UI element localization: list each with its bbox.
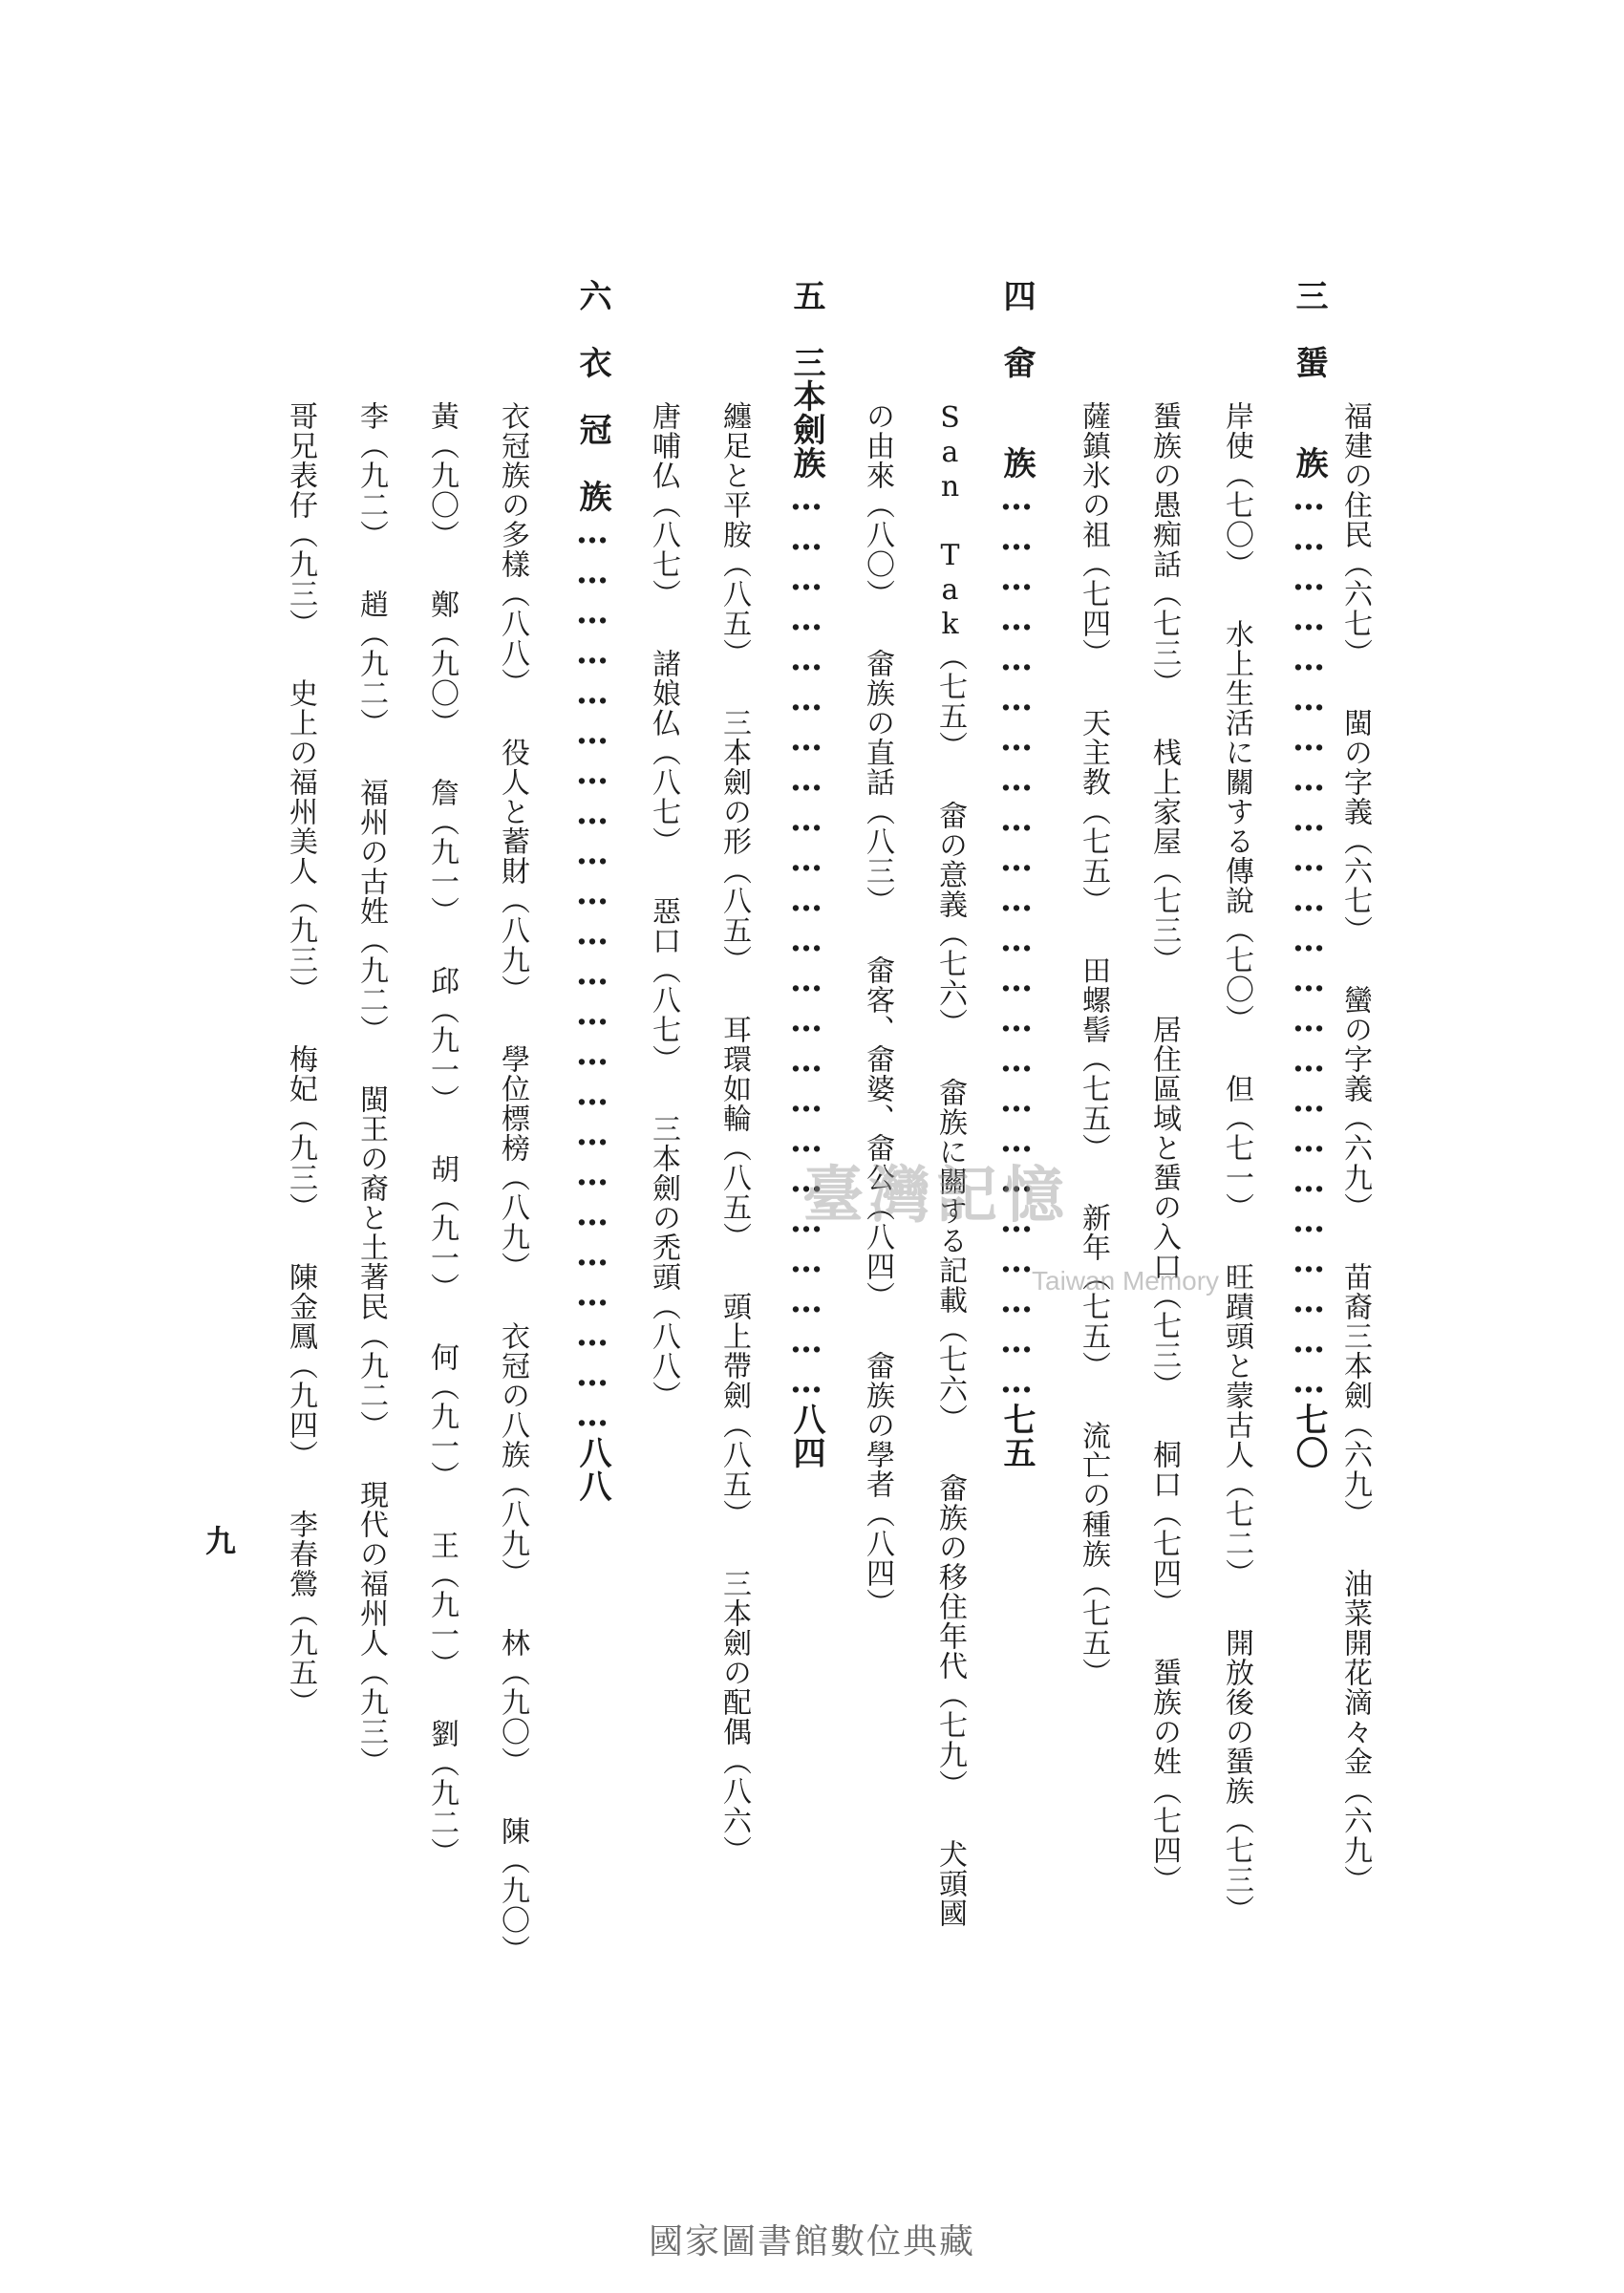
toc-line: 纏足と平胺（八五）三本劍の形（八五）耳環如輪（八五）頭上帶劍（八五）三本劍の配偶（八六） <box>717 401 751 1865</box>
toc-line: の由來（八〇）畲族の直話（八三）畲客、畲婆、畲公（八四）畲族の學者（八四） <box>861 401 894 1618</box>
toc-line: 哥兄表仔（九三）史上の福州美人（九三）梅妃（九三）陳金鳳（九四）李春鶯（九五） <box>284 401 317 1717</box>
toc-line: 岸使（七〇）水上生活に關する傳說（七〇）但（七一）旺蹟頭と蒙古人（七二）開放後の蜑族（七三） <box>1220 401 1253 1924</box>
toc-line: 李（九二）趙（九二）福州の古姓（九二）閩王の裔と土著民（九二）現代の福州人（九三） <box>354 401 388 1776</box>
page-number: 九 <box>205 1523 237 1559</box>
toc-line: 黃（九〇）鄭（九〇）詹（九一）邱（九一）胡（九一）何（九一）王（九一）劉（九二） <box>425 401 459 1867</box>
watermark-logo: 臺灣記憶 <box>802 1160 1070 1232</box>
toc-line: 唐哺仏（八七）諸娘仏（八七）惡口（八七）三本劍の禿頭（八八） <box>647 401 680 1410</box>
toc-line: 薩鎮氷の祖（七四）天主教（七五）田螺髻（七五）新年（七五）流亡の種族（七五） <box>1077 401 1110 1687</box>
toc-line: 蜑族の愚痴話（七三）桟上家屋（七三）居住區域と蜑の入口（七三）桐口（七四）蜑族の姓（七四） <box>1147 401 1181 1895</box>
toc-line: San Tak（七五）畲の意義（七六）畲族に關する記載（七六）畲族の移住年代（七九）犬頭國 <box>933 401 967 1928</box>
footer-archive-label: 國家圖書館數位典藏 <box>648 2222 975 2261</box>
toc-line: 福建の住民（六七）閩の字義（六七）蠻の字義（六九）苗裔三本劍（六九）油菜開花滴々金（六九） <box>1338 401 1372 1895</box>
chapter-heading-4: 四 畲 族……………………………………………………………七五 <box>997 279 1036 1469</box>
watermark-subtext: Taiwan Memory <box>1032 1266 1220 1296</box>
chapter-heading-6: 六 衣 冠 族……………………………………………………………八八 <box>573 279 611 1503</box>
chapter-heading-5: 五 三本劍族……………………………………………………………八四 <box>787 279 825 1469</box>
toc-line: 衣冠族の多樣（八八）役人と蓄財（八九）學位標榜（八九）衣冠の八族（八九）林（九〇）陳（九〇） <box>496 401 529 1964</box>
chapter-heading-3: 三 蜑 族……………………………………………………………七〇 <box>1290 279 1328 1469</box>
